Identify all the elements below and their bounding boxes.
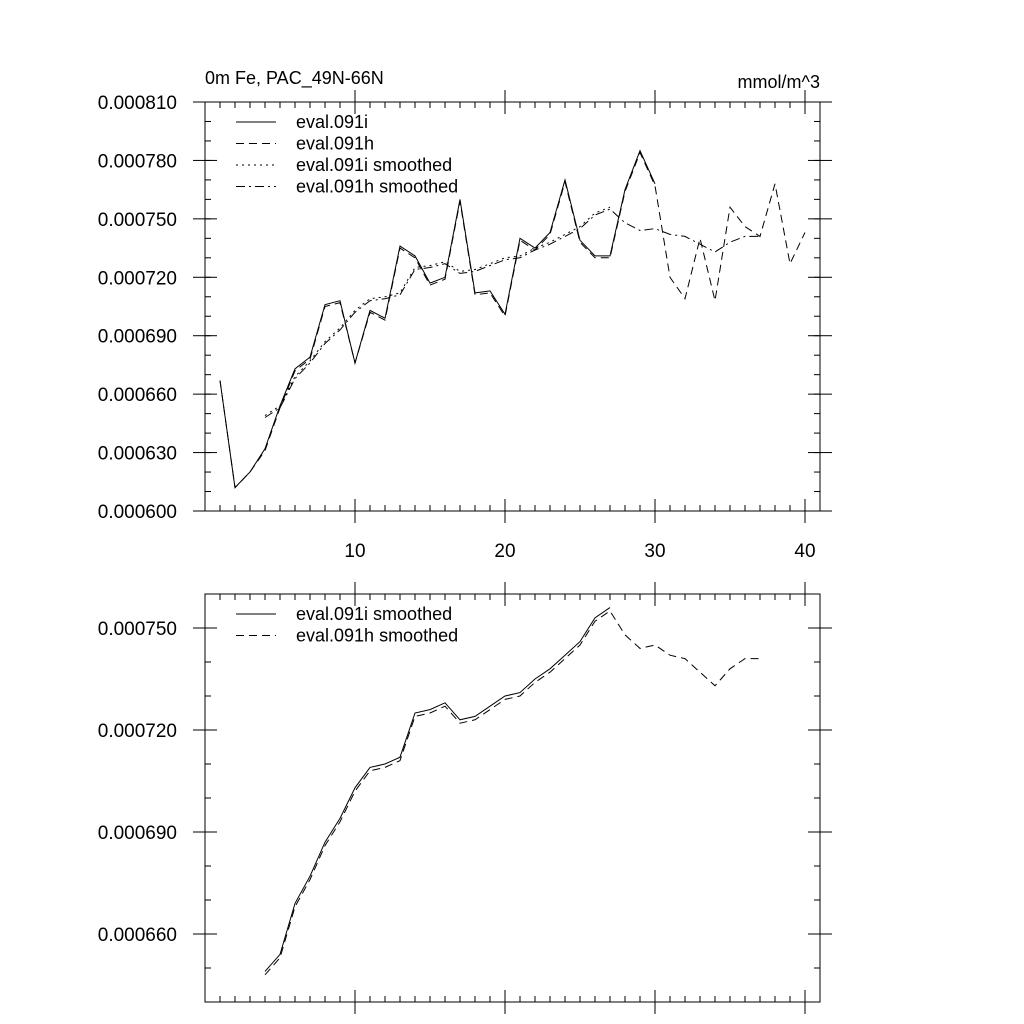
plot-frame [205,594,820,1002]
legend-label: eval.091i smoothed [296,604,453,624]
x-tick-label: 10 [344,541,366,562]
x-tick-label: 30 [644,541,666,562]
series-line-1 [265,611,760,975]
y-tick-label: 0.000690 [97,326,177,348]
y-tick-label: 0.000630 [97,443,177,465]
y-tick-label: 0.000660 [97,925,177,946]
series-line-0 [220,151,655,488]
legend-label: eval.091h [296,133,375,154]
y-tick-label: 0.000810 [97,93,177,114]
series-line-2 [265,207,610,415]
units-label: mmol/m^3 [737,72,820,92]
x-tick-label: 40 [794,541,816,562]
y-tick-label: 0.000690 [97,823,177,844]
y-tick-label: 0.000720 [97,721,177,742]
y-tick-label: 0.000750 [97,209,177,231]
legend-label: eval.091i [296,112,369,132]
series-line-1 [220,153,805,488]
y-tick-label: 0.000750 [97,619,177,640]
x-tick-label: 20 [494,541,516,562]
chart-title: 0m Fe, PAC_49N-66N [205,68,384,88]
legend-label: eval.091h smoothed [296,625,459,646]
bottom-panel [98,582,832,1014]
y-tick-label: 0.000660 [97,385,177,407]
y-tick-label: 0.000600 [97,502,177,523]
legend-label: eval.091h smoothed [296,176,459,197]
legend-label: eval.091i smoothed [296,155,453,175]
top-panel [98,68,832,562]
series-line-0 [265,608,610,972]
y-tick-label: 0.000780 [97,151,177,173]
series-line-3 [265,209,760,417]
y-tick-label: 0.000720 [97,268,177,290]
